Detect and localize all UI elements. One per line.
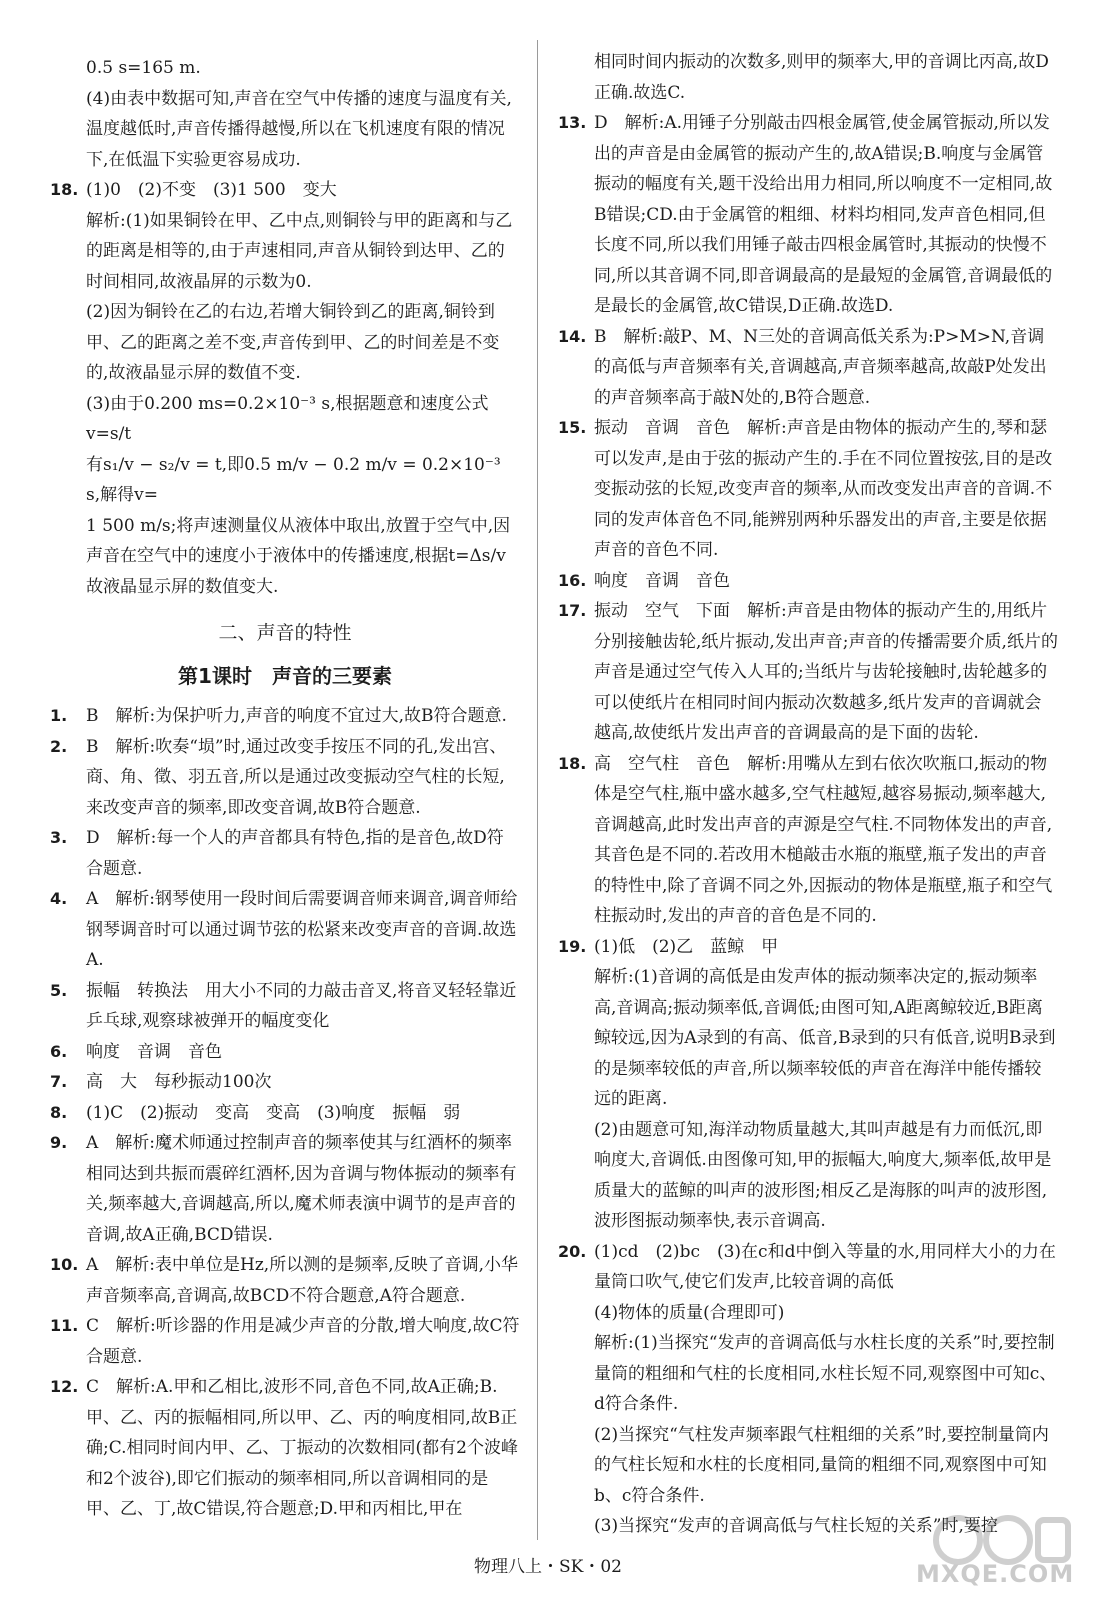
explanation-paragraph [558,1298,1058,1329]
answer-item [558,596,1058,749]
question-number: 16. [558,570,587,590]
answer-item [50,1250,520,1311]
answer-item [50,175,520,206]
answer-item [50,1098,520,1129]
paragraph-text: (2)当探究“气柱发声频率跟气柱粗细的关系”时,要控制量筒内的气柱长短和水柱的长度相同,量筒的粗细不同,观察图中可知b、c符合条件. [594,1424,1049,1506]
answer-text: D 解析:A.用锤子分别敲击四根金属管,使金属管振动,所以发出的声音是由金属管的振动产生的,故A错误;B.响度与金属管振动的幅度有关,题干没给出用力相同,所以响度不一定相同,故B错误;CD.由于金属管的粗细、材料均相同,发声音色相同,但长度不同,所以我们用锤子敲击四根金属管时,其振动的快慢不同,所以其音调不同,即音调最高的是最短的金属管,音调最低的是最长的金属管,故C错误,D正确.故选D. [594,113,1053,316]
question-number: 9. [50,1133,68,1152]
answer-item [50,1311,520,1372]
answer-item [558,322,1058,414]
question-number: 3. [50,828,68,847]
answer-text: C 解析:A.甲和乙相比,波形不同,音色不同,故A正确;B.甲、乙、丙的振幅相同,所以甲、乙、丙的响度相同,故B正确;C.相同时间内甲、乙、丁振动的次数相同(都有2个波峰和2个波谷),即它们振动的频率相同,所以音调相同的是甲、乙、丁,故C错误,符合题意;D.甲和丙相比,甲在 [86,1377,518,1519]
explanation-paragraph [558,1328,1058,1420]
answer-item [558,932,1058,963]
explanation-label: 解析 [86,210,120,231]
explanation-paragraph [50,541,520,572]
explanation-paragraph [50,511,520,542]
question-number: 13. [558,113,587,132]
answer-text: 高 大 每秒振动100次 [86,1072,272,1092]
answer-text: A 解析:钢琴使用一段时间后需要调音师来调音,调音师给钢琴调音时可以通过调节弦的松紧来改变声音的音调.故选A. [86,889,518,970]
answer-text: 响度 音调 音色 [594,570,730,591]
question-number: 15. [558,418,587,437]
question-number: 20. [558,1241,587,1261]
question-number: 6. [50,1041,68,1061]
paragraph-text: 解析:(1)当探究“发声的音调高低与水柱长度的关系”时,要控制量筒的粗细和气柱的长度相同,水柱长短不同,观察图中可知c、d符合条件. [594,1333,1057,1414]
watermark-logo [898,1510,1078,1590]
paragraph-text: 声音在空气中的速度小于液体中的传播速度,根据t=Δs/v [86,546,506,566]
paragraph-text: (3)由于0.200 ms=0.2×10⁻³ s,根据题意和速度公式v=s/t [86,393,489,444]
question-number: 14. [558,326,587,346]
paragraph-text: (4)物体的质量(合理即可) [594,1302,785,1323]
answer-text: C 解析:听诊器的作用是减少声音的分散,增大响度,故C符合题意. [86,1316,520,1367]
paragraph-text: (3)当探究“发声的音调高低与气柱长短的关系”时,要控 [594,1516,998,1536]
paragraph-text: (2)由题意可知,海洋动物质量越大,其叫声越是有力而低沉,即响度大,音调低.由图像可知,甲的振幅大,响度大,频率低,故甲是质量大的蓝鲸的叫声的波形图;相反乙是海豚的叫声的波形图,波形图振动频率快,表示音调高. [594,1119,1052,1231]
answer-text: D 解析:每一个人的声音都具有特色,指的是音色,故D符合题意. [86,828,504,879]
answer-text: (1)低 (2)乙 蓝鲸 甲 [594,936,779,957]
question-number: 19. [558,936,587,956]
answer-item [558,413,1058,566]
explanation-paragraph [50,84,520,176]
watermark-text: MXQE.COM [916,1560,1075,1588]
answer-text: 振动 空气 下面 解析:声音是由物体的振动产生的,用纸片分别接触齿轮,纸片振动,发出声音;声音的传播需要介质,纸片的声音是通过空气传入人耳的;当纸片与齿轮接触时,齿轮越多的可以使纸片在相同时间内振动次数越多,纸片发声的音调就会越高,故使纸片发出声音的音调最高的是下面的齿轮. [594,601,1058,743]
continued-text: 相同时间内振动的次数多,则甲的频率大,甲的音调比丙高,故D正确.故选C. [594,52,1049,103]
answer-item [50,823,520,884]
question-number: 12. [50,1377,79,1396]
section-heading: 二、声音的特性 [218,622,352,644]
answer-item [558,749,1058,932]
paragraph-text: 有s₁/v − s₂/v = t,即0.5 m/v − 0.2 m/v = 0.2×10⁻³ s,解得v= [86,454,501,505]
answer-item [50,1067,520,1098]
answer-text: (1)C (2)振动 变高 变高 (3)响度 振幅 弱 [86,1102,461,1123]
answer-item [558,566,1058,597]
paragraph-text: 解析:(1)音调的高低是由发声体的振动频率决定的,振动频率高,音调高;振动频率低,音调低;由图可知,A距离鲸较近,B距离鲸较远,因为A录到的有高、低音,B录到的只有低音,说明B录到的是频率较低的声音,所以频率较低的声音在海洋中能传播较远的距离. [594,967,1056,1109]
question-number: 18. [50,180,79,199]
question-number: 5. [50,980,68,1000]
explanation-paragraph [50,297,520,389]
question-number: 8. [50,1102,68,1122]
answer-item [558,1237,1058,1298]
answer-text: A 解析:表中单位是Hz,所以测的是频率,反映了音调,小华声音频率高,音调高,故BCD不符合题意,A符合题意. [86,1255,518,1306]
answer-text: B 解析:吹奏“埙”时,通过改变手按压不同的孔,发出宫、商、角、徵、羽五音,所以是通过改变振动空气柱的长短,来改变声音的频率,即改变音调,故B符合题意. [86,736,507,818]
answer-text: B 解析:敲P、M、N三处的音调高低关系为:P>M>N,音调的高低与声音频率有关,音调越高,声音频率越高,故敲P处发出的声音频率高于敲N处的,B符合题意. [594,326,1047,408]
answer-text: 振动 音调 音色 解析:声音是由物体的振动产生的,琴和瑟可以发声,是由于弦的振动产生的.手在不同位置按弦,目的是改变振动弦的长短,改变声音的频率,从而改变发出声音的音调.不同的发声体音色不同,能辨别两种乐器发出的声音,主要是依据声音的音色不同. [594,418,1053,560]
question-number: 1. [50,706,68,725]
paragraph-text: :(1)如果铜铃在甲、乙中点,则铜铃与甲的距离和与乙的距离是相等的,由于声速相同,声音从铜铃到达甲、乙的时间相同,故液晶屏的示数为0. [86,210,513,292]
page-footer: 物理八上・SK・02 [474,1557,622,1577]
answer-text: A 解析:魔术师通过控制声音的频率使其与红酒杯的频率相同达到共振而震碎红酒杯,因为音调与物体振动的频率有关,频率越大,音调越高,所以,魔术师表演中调节的是声音的音调,故A正确,BCD错误. [86,1133,517,1245]
answer-item [50,732,520,824]
explanation-paragraph [50,389,520,450]
paragraph-text: (2)因为铜铃在乙的右边,若增大铜铃到乙的距离,铜铃到甲、乙的距离之差不变,声音传到甲、乙的时间差是不变的,故液晶显示屏的数值不变. [86,302,500,383]
explanation-paragraph [50,572,520,603]
answer-item [50,884,520,976]
answer-item [50,1128,520,1250]
question-number: 18. [558,753,587,773]
question-number: 2. [50,736,68,756]
question-number: 17. [558,601,587,620]
question-number: 7. [50,1072,68,1091]
lesson-title: 第1课时 声音的三要素 [178,663,392,688]
paragraph-text: (4)由表中数据可知,声音在空气中传播的速度与温度有关,温度越低时,声音传播得越慢,所以在飞机速度有限的情况下,在低温下实验更容易成功. [86,88,512,170]
column-divider [537,40,538,1540]
answer-text: B 解析:为保护听力,声音的响度不宜过大,故B符合题意. [86,706,507,726]
question-number: 10. [50,1255,79,1274]
paragraph-text: 故液晶显示屏的数值变大. [86,576,279,597]
question-number: 4. [50,889,68,908]
explanation-paragraph [558,1115,1058,1237]
explanation-paragraph [558,962,1058,1115]
right-column [558,0,1058,1542]
explanation-paragraph [50,206,520,298]
continued-text: 0.5 s=165 m. [86,58,201,78]
left-column [50,0,520,1525]
answer-text: 振幅 转换法 用大小不同的力敲击音叉,将音叉轻轻靠近乒乓球,观察球被弹开的幅度变化 [86,980,517,1031]
question-number: 11. [50,1316,79,1335]
answer-text: 响度 音调 音色 [86,1041,222,1062]
answer-text: (1)0 (2)不变 (3)1 500 变大 [86,180,337,200]
answer-item [50,976,520,1037]
paragraph-text: 1 500 m/s;将声速测量仪从液体中取出,放置于空气中,因 [86,515,511,536]
answer-text: 高 空气柱 音色 解析:用嘴从左到右依次吹瓶口,振动的物体是空气柱,瓶中盛水越多,空气柱越短,越容易振动,频率越大,音调越高,此时发出声音的声源是空气柱.不同物体发出的声音,其音色是不同的.若改用木槌敲击水瓶的瓶壁,瓶子发出的声音的特性中,除了音调不同之外,因振动的物体是瓶壁,瓶子和空气柱振动时,发出的声音的音色是不同的. [594,753,1053,926]
explanation-paragraph [50,450,520,511]
answer-item [50,1037,520,1068]
answer-item [50,701,520,732]
explanation-paragraph [558,1420,1058,1512]
answer-item [558,108,1058,322]
answer-text: (1)cd (2)bc (3)在c和d中倒入等量的水,用同样大小的力在量筒口吹气,使它们发声,比较音调的高低 [594,1241,1056,1292]
answer-item [50,1372,520,1525]
